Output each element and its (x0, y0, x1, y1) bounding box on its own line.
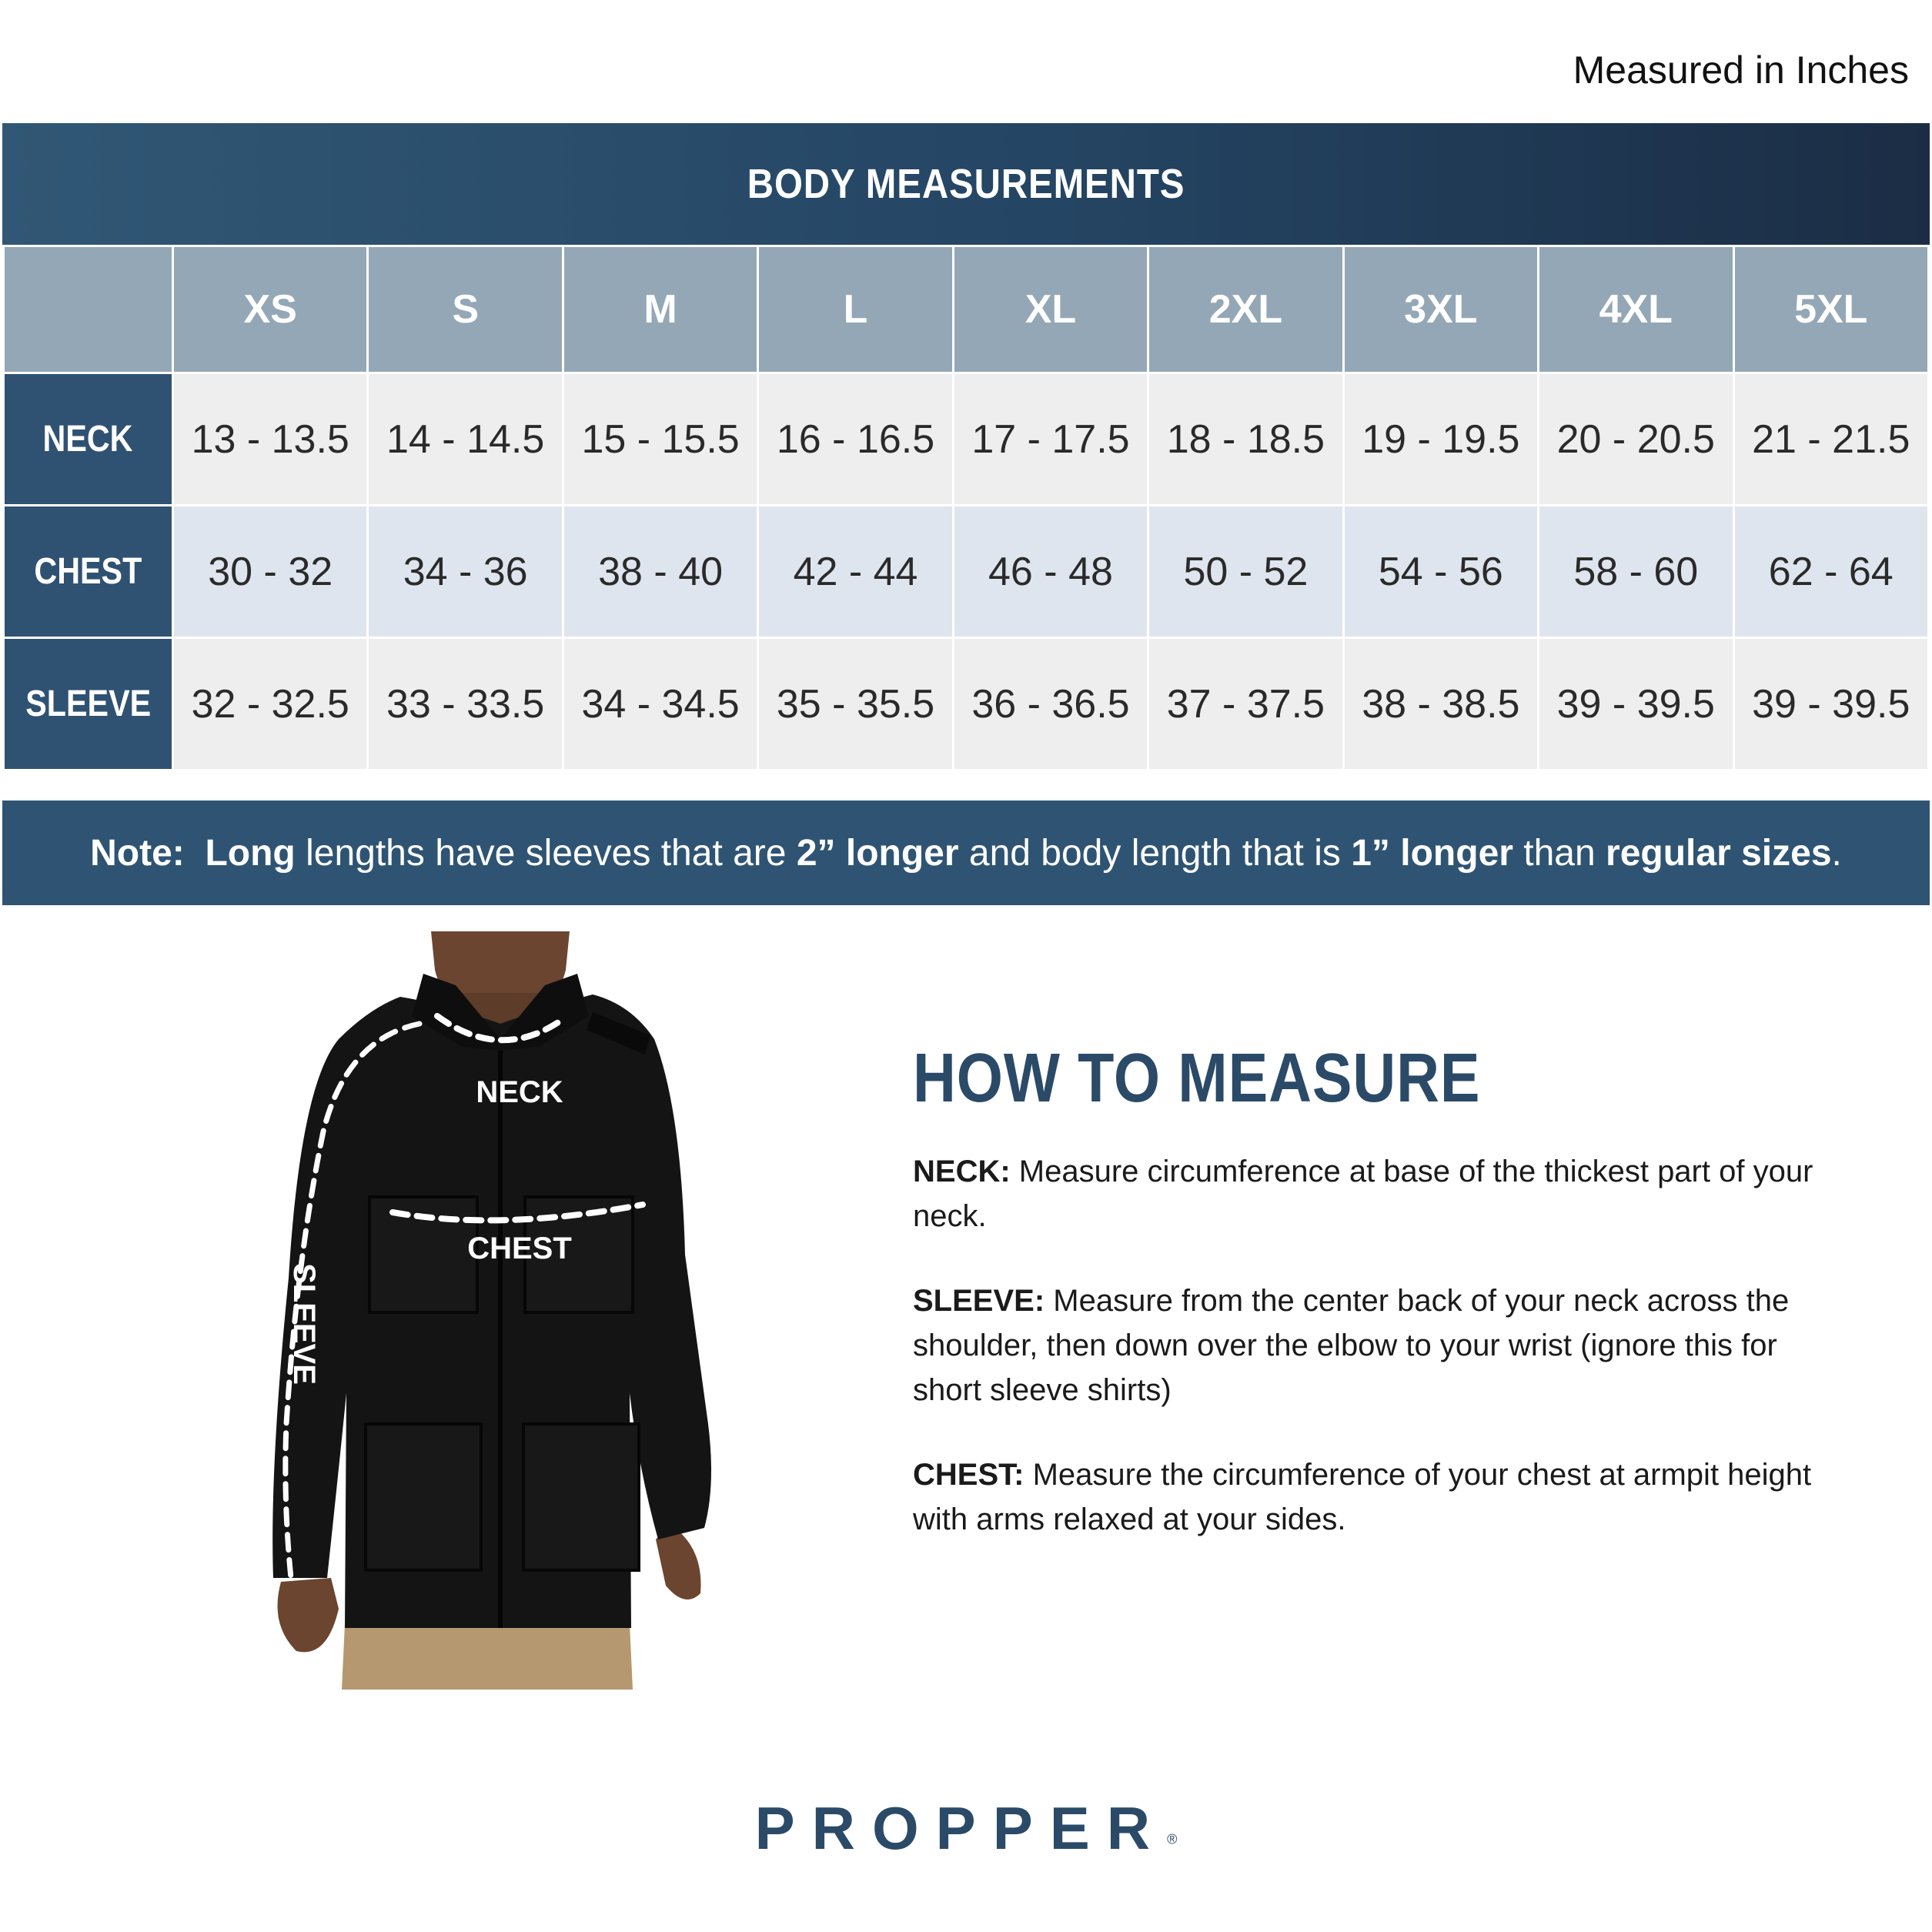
size-chart-table (2, 245, 1930, 771)
table-cell: 38 - 40 (563, 506, 757, 638)
instruction-text: Measure from the center back of your neck across the shoulder, then down over the elbow to your wrist (ignore this for short sleeve shirts) (913, 1284, 1790, 1407)
size-header-l: L (758, 246, 953, 373)
instruction-sleeve (913, 1279, 1837, 1412)
note-fragment: lengths have sleeves that are (295, 832, 797, 874)
instruction-term: NECK: (913, 1155, 1011, 1188)
table-cell: 62 - 64 (1733, 506, 1929, 638)
lower-pocket-left (366, 1424, 481, 1570)
table-cell: 18 - 18.5 (1148, 373, 1343, 506)
chest-figure-label: CHEST (467, 1232, 572, 1265)
brand-logo (0, 1793, 1932, 1863)
instruction-text: Measure the circumference of your chest at armpit height with arms relaxed at your sides. (913, 1458, 1812, 1536)
table-cell: 34 - 34.5 (563, 638, 757, 770)
table-cell: 16 - 16.5 (758, 373, 953, 506)
instruction-neck (913, 1149, 1837, 1238)
note-emphasis: regular sizes (1606, 832, 1832, 874)
instruction-text: Measure circumference at base of the thickest part of your neck. (913, 1155, 1813, 1233)
table-cell: 50 - 52 (1148, 506, 1343, 638)
table-cell: 15 - 15.5 (563, 373, 757, 506)
table-cell: 30 - 32 (173, 506, 368, 638)
instruction-chest (913, 1452, 1837, 1542)
table-cell: 32 - 32.5 (173, 638, 368, 770)
row-label-sleeve (4, 638, 173, 770)
row-label-neck (4, 373, 173, 506)
table-cell: 20 - 20.5 (1539, 373, 1733, 506)
note-prefix: Note: (90, 832, 185, 874)
size-header-row (4, 246, 1929, 373)
table-cell: 21 - 21.5 (1733, 373, 1929, 506)
table-cell: 54 - 56 (1343, 506, 1538, 638)
table-cell: 17 - 17.5 (953, 373, 1148, 506)
note-fragment: . (1831, 832, 1842, 874)
table-cell: 58 - 60 (1539, 506, 1733, 638)
sleeve-figure-label: SLEEVE (287, 1263, 321, 1385)
header-corner-cell (4, 246, 173, 373)
table-cell: 14 - 14.5 (368, 373, 563, 506)
size-header-5xl: 5XL (1733, 246, 1929, 373)
note-fragment: and body length that is (958, 832, 1352, 874)
note-fragment: than (1513, 832, 1606, 874)
size-header-xl: XL (953, 246, 1148, 373)
size-header-2xl: 2XL (1148, 246, 1343, 373)
note-text (90, 832, 1842, 874)
table-cell: 39 - 39.5 (1539, 638, 1733, 770)
units-label: Measured in Inches (1573, 48, 1909, 92)
table-cell: 19 - 19.5 (1343, 373, 1538, 506)
size-header-s: S (368, 246, 563, 373)
table-cell: 46 - 48 (953, 506, 1148, 638)
table-title: BODY MEASUREMENTS (747, 161, 1185, 207)
table-cell: 13 - 13.5 (173, 373, 368, 506)
note-emphasis: Long (205, 832, 296, 874)
table-row-sleeve (4, 638, 1929, 770)
registered-mark: ® (1167, 1831, 1178, 1847)
table-cell: 33 - 33.5 (368, 638, 563, 770)
note-emphasis: 2” longer (796, 832, 959, 874)
size-header-3xl: 3XL (1343, 246, 1538, 373)
table-cell: 34 - 36 (368, 506, 563, 638)
row-label-text: SLEEVE (25, 684, 151, 724)
table-cell: 42 - 44 (758, 506, 953, 638)
instruction-term: SLEEVE: (913, 1284, 1045, 1318)
how-to-measure-section (913, 1039, 1837, 1582)
note-emphasis: 1” longer (1351, 832, 1513, 874)
table-cell: 38 - 38.5 (1343, 638, 1538, 770)
table-row-chest (4, 506, 1929, 638)
row-label-chest (4, 506, 173, 638)
table-row-neck (4, 373, 1929, 506)
how-to-measure-heading: HOW TO MEASURE (913, 1040, 1481, 1117)
jacket-measurement-figure (254, 931, 762, 1690)
pants-shape (342, 1624, 633, 1690)
brand-name: PROPPER (754, 1794, 1168, 1862)
neck-figure-label: NECK (476, 1075, 563, 1109)
size-header-4xl: 4XL (1539, 246, 1733, 373)
table-cell: 36 - 36.5 (953, 638, 1148, 770)
table-cell: 39 - 39.5 (1733, 638, 1929, 770)
row-label-text: CHEST (34, 551, 142, 592)
size-header-xs: XS (173, 246, 368, 373)
row-label-text: NECK (43, 419, 133, 460)
lower-pocket-right (523, 1424, 639, 1570)
note-bar (2, 801, 1930, 905)
table-cell: 37 - 37.5 (1148, 638, 1343, 770)
size-header-m: M (563, 246, 757, 373)
table-title-bar (2, 123, 1930, 245)
left-hand-shape (278, 1578, 339, 1652)
instruction-term: CHEST: (913, 1458, 1024, 1492)
table-cell: 35 - 35.5 (758, 638, 953, 770)
